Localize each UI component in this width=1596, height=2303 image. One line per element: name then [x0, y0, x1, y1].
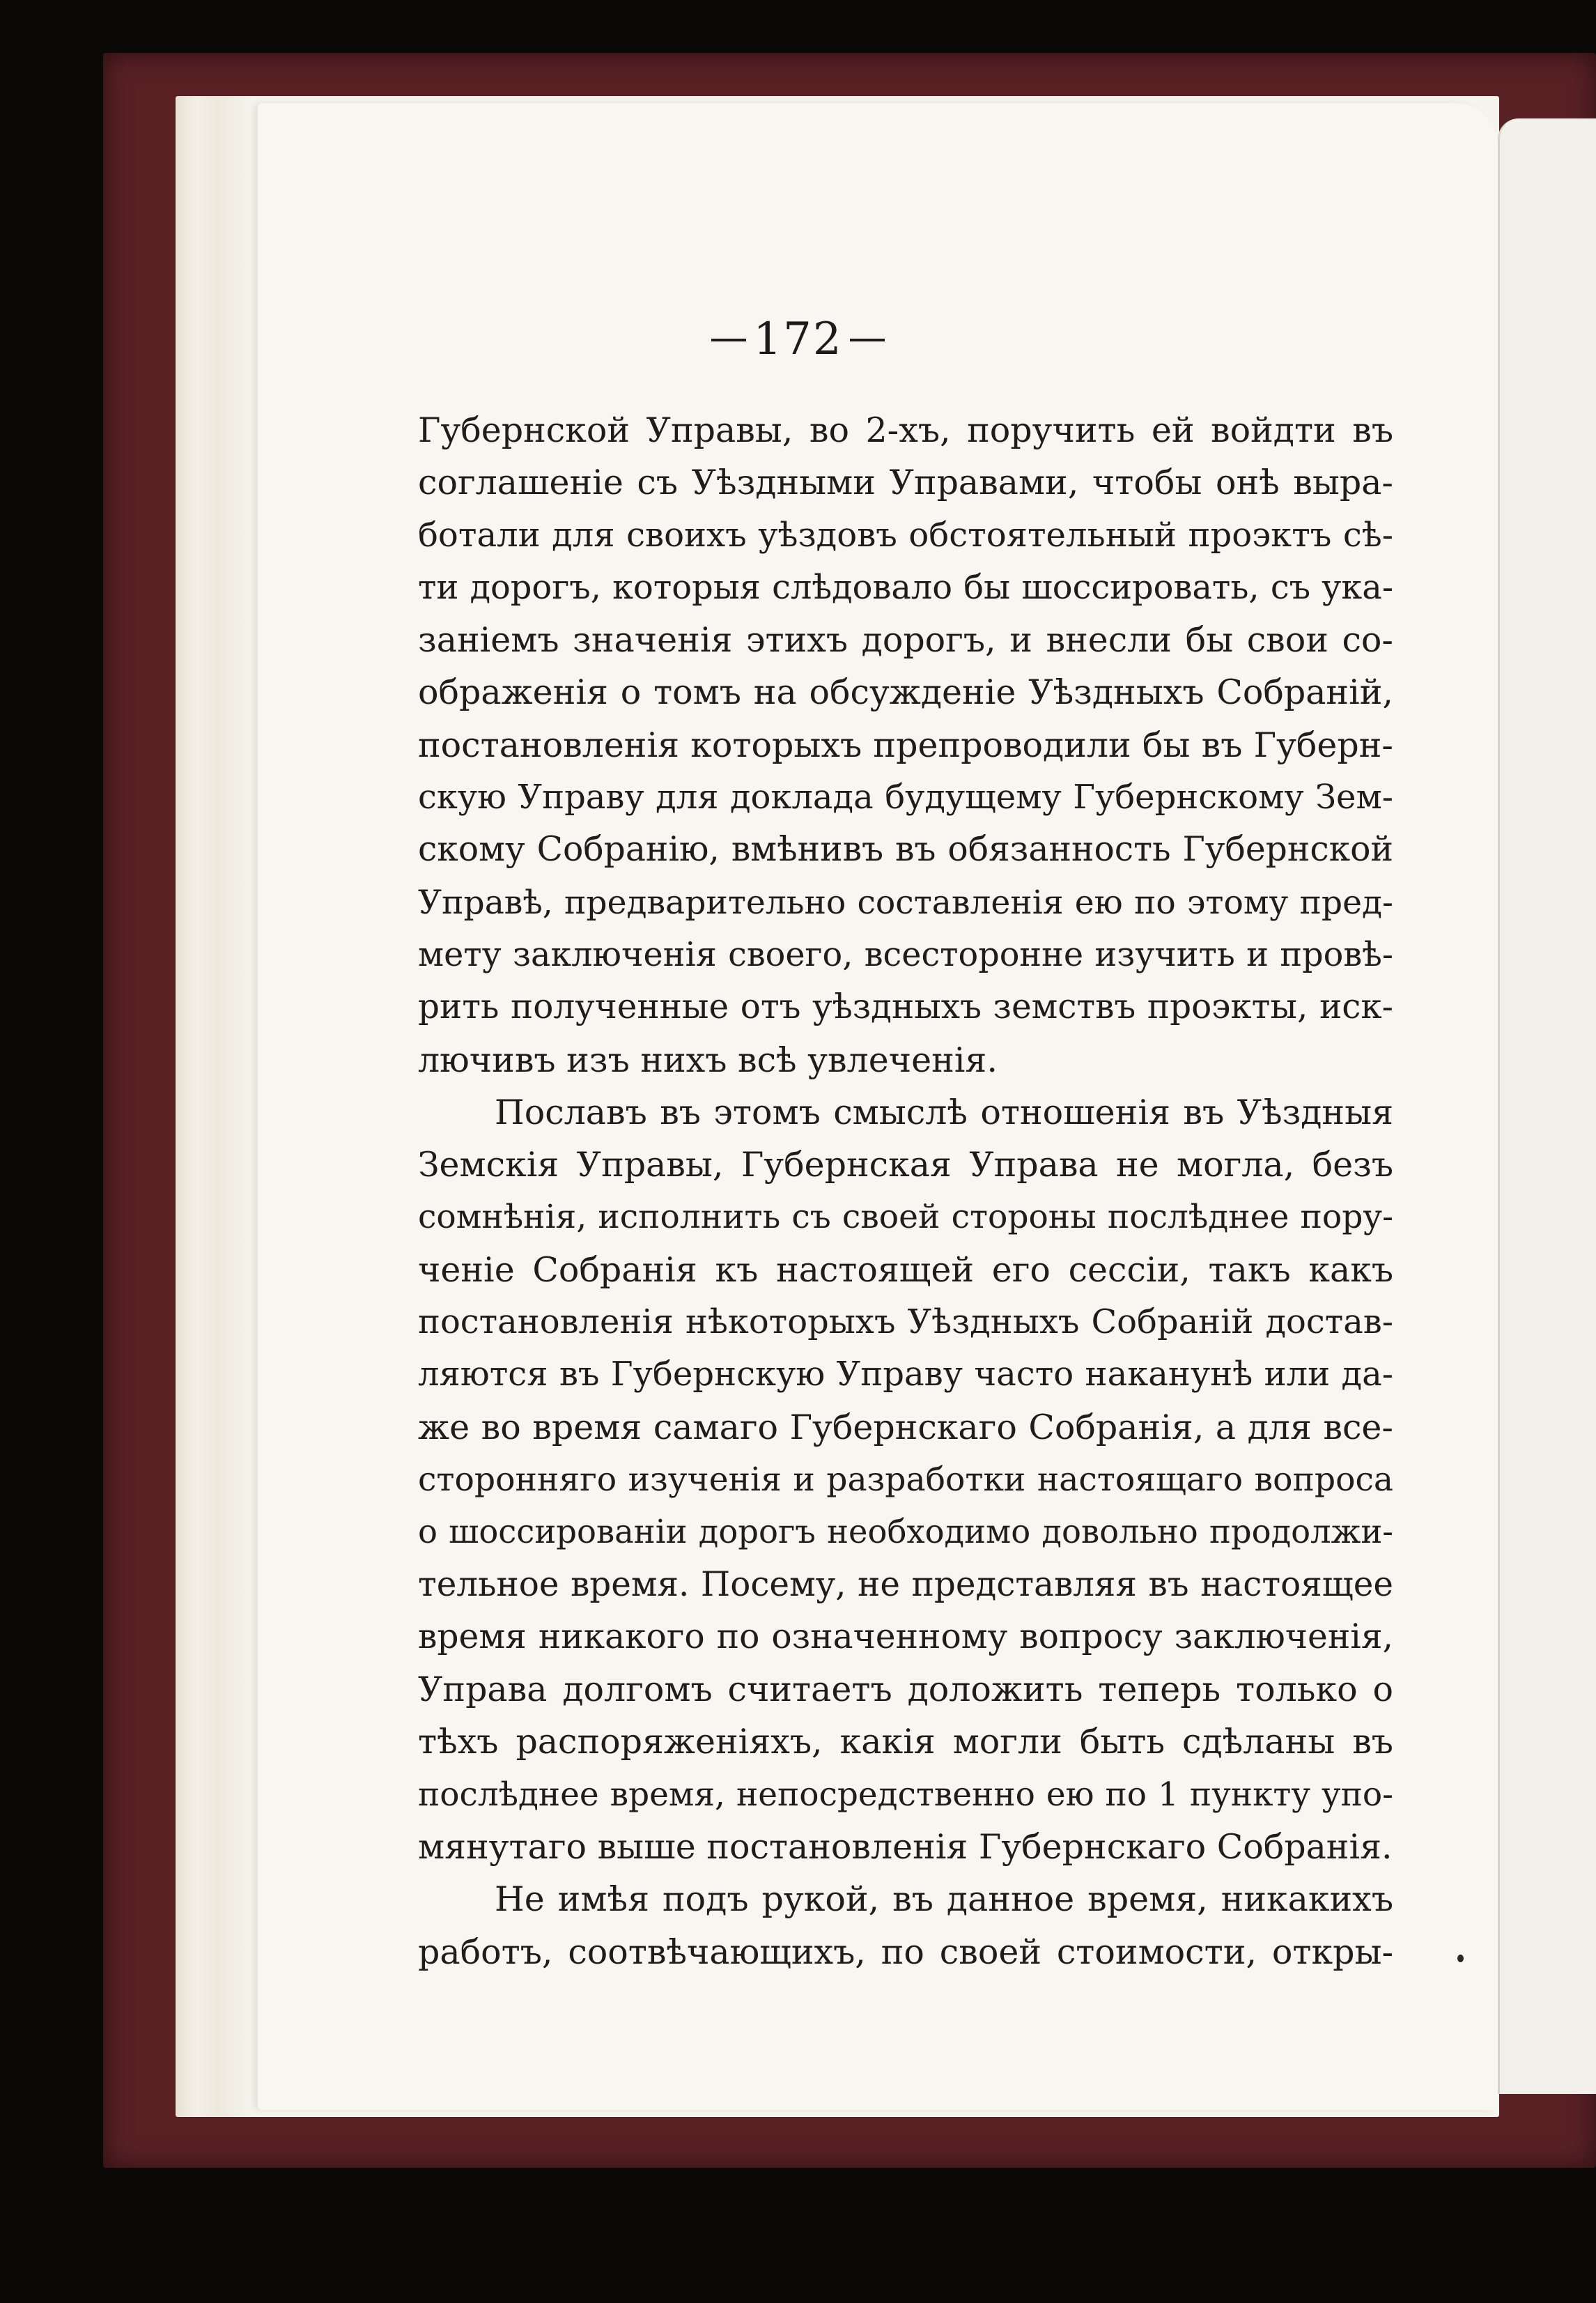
- text-line: мету заключенія своего, всесторонне изучить и провѣ-: [418, 935, 1393, 974]
- text-line: лючивъ изъ нихъ всѣ увлеченія.: [418, 1040, 998, 1080]
- text-line: же во время самаго Губернскаго Собранія, а для все-: [418, 1407, 1393, 1447]
- text-line: сторонняго изученія и разработки настоящаго вопроса: [418, 1460, 1393, 1499]
- text-line: Управѣ, предварительно составленія ею по этому пред-: [418, 883, 1393, 922]
- text-line: Управа долгомъ считаетъ доложить теперь только о: [418, 1670, 1393, 1710]
- paragraph-1: [418, 404, 1393, 1086]
- text-line: скому Собранію, вмѣнивъ въ обязанность Губернской: [418, 830, 1393, 870]
- paper-speck: [1457, 1955, 1464, 1962]
- header-dash-left: [711, 339, 746, 341]
- text-line: Земскія Управы, Губернская Управа не могла, безъ: [418, 1145, 1393, 1185]
- text-line: Губернской Управы, во 2-хъ, поручить ей войдти въ: [418, 410, 1393, 450]
- text-line: мянутаго выше постановленія Губернскаго Собранія.: [418, 1827, 1393, 1867]
- paragraph-2: [418, 1086, 1393, 1873]
- adjacent-page: [1498, 118, 1596, 2094]
- text-line: постановленія нѣкоторыхъ Уѣздныхъ Собраній достав-: [418, 1302, 1393, 1342]
- text-line: ляются въ Губернскую Управу часто наканунѣ или да-: [418, 1355, 1393, 1394]
- text-line: рить полученные отъ уѣздныхъ земствъ проэкты, иск-: [418, 987, 1393, 1027]
- text-line: ти дорогъ, которыя слѣдовало бы шоссировать, съ ука-: [418, 568, 1393, 607]
- text-line: соглашеніе съ Уѣздными Управами, чтобы онѣ выра-: [418, 463, 1393, 503]
- text-line: Пославъ въ этомъ смыслѣ отношенія въ Уѣздныя: [495, 1092, 1393, 1132]
- text-line: время никакого по означенному вопросу заключенія,: [418, 1617, 1393, 1656]
- text-line: сомнѣнія, исполнить съ своей стороны послѣднее пору-: [418, 1198, 1393, 1237]
- text-line: Не имѣя подъ рукой, въ данное время, никакихъ: [495, 1879, 1393, 1920]
- page-header: [0, 314, 1596, 365]
- text-line: ченіе Собранія къ настоящей его сессіи, такъ какъ: [418, 1249, 1393, 1290]
- text-line: работъ, соотвѣчающихъ, по своей стоимости, откры-: [418, 1932, 1393, 1972]
- page-number: 172: [753, 314, 843, 365]
- paragraph-3: [418, 1873, 1393, 1978]
- text-line: ботали для своихъ уѣздовъ обстоятельный проэктъ сѣ-: [418, 515, 1393, 555]
- text-line: скую Управу для доклада будущему Губернскому Зем-: [418, 778, 1393, 817]
- text-line: послѣднее время, непосредственно ею по 1 пункту упо-: [418, 1775, 1393, 1814]
- text-line: ображенія о томъ на обсужденіе Уѣздныхъ Собраній,: [418, 672, 1393, 713]
- header-dash-right: [850, 339, 885, 341]
- page-text: [418, 404, 1393, 1978]
- text-line: постановленія которыхъ препроводили бы въ Губерн-: [418, 725, 1393, 765]
- text-line: тѣхъ распоряженіяхъ, какія могли быть сдѣланы въ: [418, 1722, 1393, 1762]
- text-line: заніемъ значенія этихъ дорогъ, и внесли бы свои со-: [418, 620, 1393, 661]
- text-line: о шоссированіи дорогъ необходимо довольно продолжи-: [418, 1513, 1393, 1551]
- text-line: тельное время. Посему, не представляя въ настоящее: [418, 1564, 1393, 1604]
